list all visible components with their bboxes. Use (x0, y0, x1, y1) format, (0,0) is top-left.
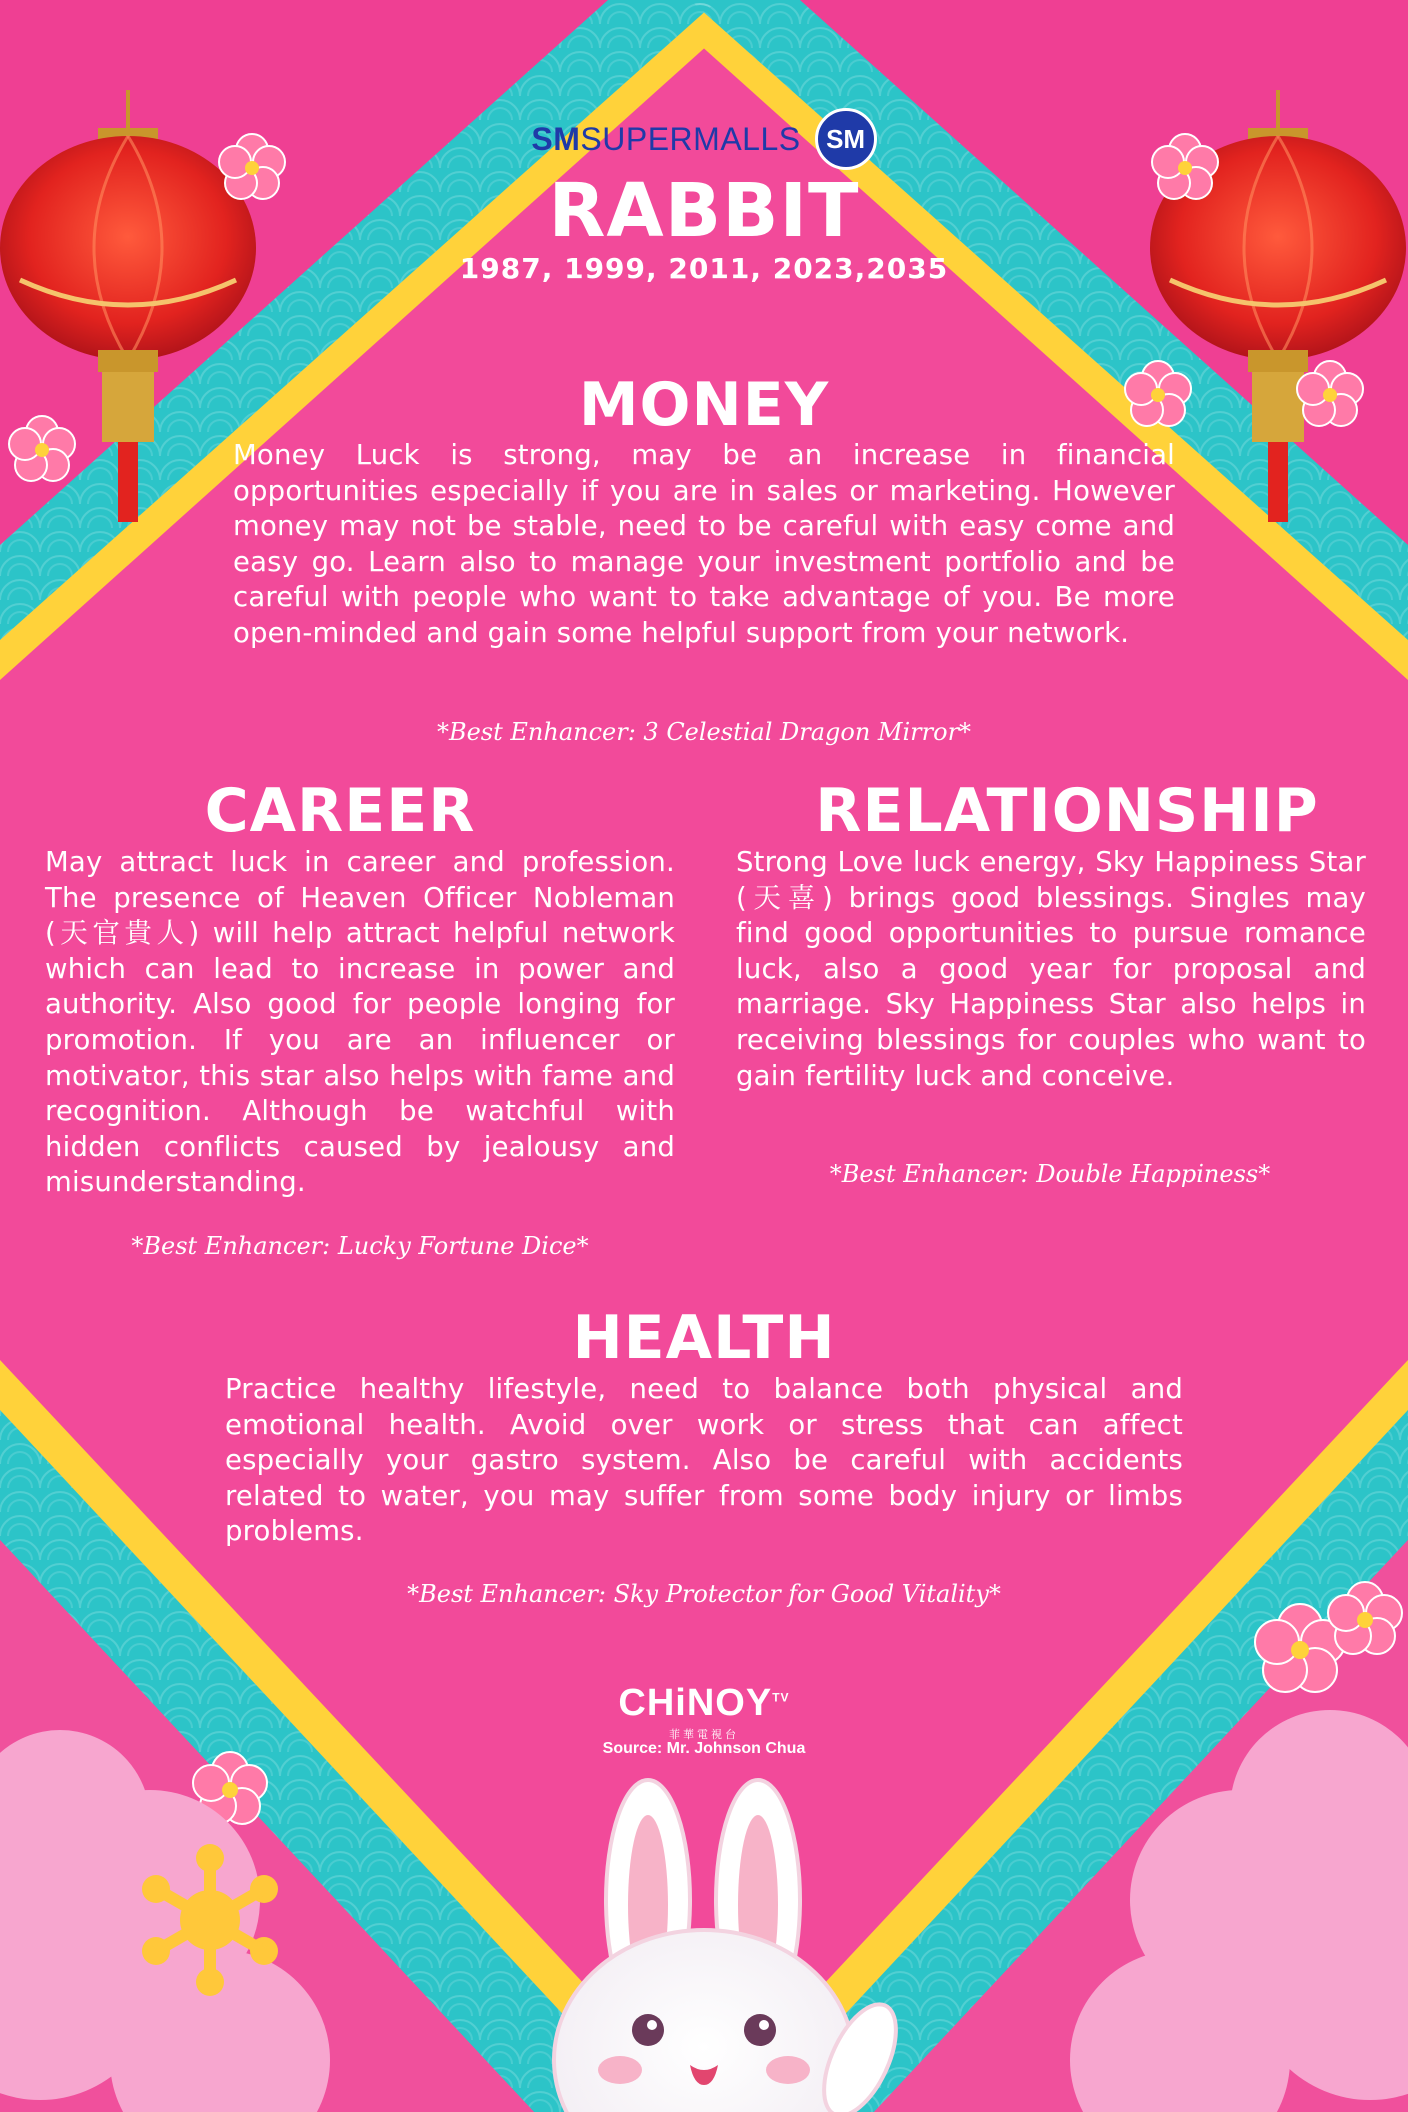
career-body: May attract luck in career and profession. The presence of Heaven Officer Nobleman (天官貴人) will help attract helpful network which can lead to increase in power and authority. Also good for people longing for promotion. If you are an influencer or motivator, this star also helps with fame and recognition. Although be watchful with hidden conflicts caused by jealousy and misunderstanding. (45, 846, 675, 1199)
chinoy-logo-tv: TV (772, 1690, 790, 1705)
money-heading: MONEY (578, 370, 830, 440)
brand-wordmark (531, 121, 800, 158)
health-body: Practice healthy lifestyle, need to balance both physical and emotional health. Avoid over work or stress that can affect especially your gastro system. Also be careful with accidents related to water, you may suffer from some body injury or limbs problems. (225, 1373, 1183, 1548)
sign-years: 1987, 1999, 2011, 2023,2035 (459, 252, 949, 285)
chinoy-tv-logo (0, 1682, 1408, 1725)
career-enhancer: *Best Enhancer: Lucky Fortune Dice* (131, 1232, 589, 1260)
chinoy-logo-subtitle: 菲華電視台 (669, 1728, 739, 1741)
relationship-enhancer: *Best Enhancer: Double Happiness* (829, 1160, 1271, 1188)
brand-name-rest: SUPERMALLS (580, 120, 801, 157)
sign-title: RABBIT (548, 168, 860, 254)
health-enhancer: *Best Enhancer: Sky Protector for Good Vitality* (407, 1580, 1001, 1608)
sm-supermalls-logo (0, 108, 1408, 170)
brand-emblem-icon: SM (815, 108, 877, 170)
chinoy-logo-text: CHiNOY (618, 1682, 773, 1724)
relationship-heading: RELATIONSHIP (815, 776, 1319, 846)
relationship-body: Strong Love luck energy, Sky Happiness Star (天喜) brings good blessings. Singles may find good opportunities to pursue romance luck, also a good year for proposal and marriage. Sky Happiness Star also helps in receiving blessings for couples who want to gain fertility luck and conceive. (736, 846, 1366, 1092)
brand-name-bold: SM (531, 120, 581, 157)
career-heading: CAREER (204, 776, 476, 846)
money-body: Money Luck is strong, may be an increase in financial opportunities especially if you are in sales or marketing. However money may not be stable, need to be careful with easy come and easy go. Learn also to manage your investment portfolio and be careful with people who want to take advantage of you. Be more open-minded and gain some helpful support from your network. (233, 439, 1175, 649)
money-enhancer: *Best Enhancer: 3 Celestial Dragon Mirror* (436, 718, 972, 746)
health-heading: HEALTH (572, 1303, 836, 1373)
source-credit: Source: Mr. Johnson Chua (602, 1740, 806, 1757)
